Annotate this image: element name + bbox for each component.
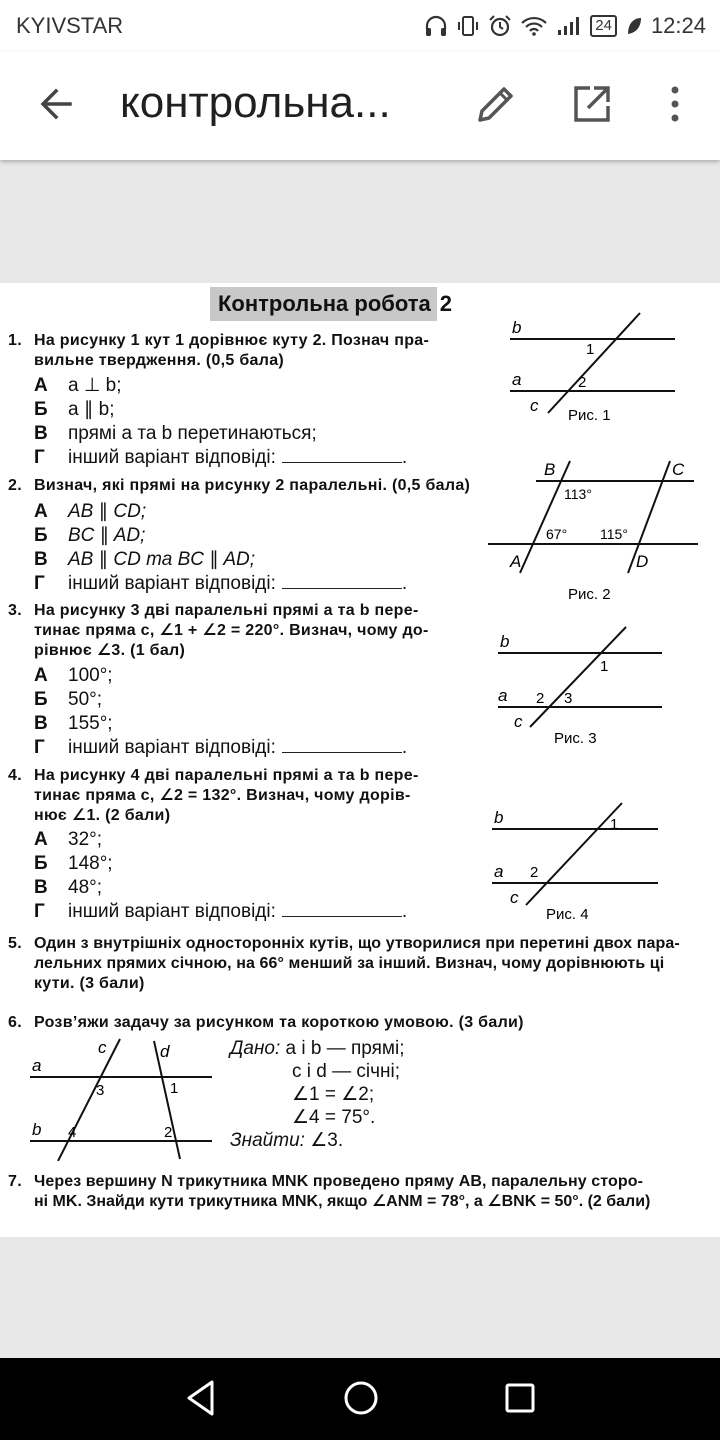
answer-blank <box>282 575 402 589</box>
leaf-icon <box>625 15 643 37</box>
status-icons <box>424 13 706 39</box>
question-2 <box>8 476 471 496</box>
answer-blank <box>282 449 402 463</box>
given-line: ∠1 = ∠2; <box>292 1084 375 1105</box>
question-number: 2. <box>8 477 22 494</box>
question-number: 1. <box>8 332 22 349</box>
angle-3: 3 <box>96 1082 105 1099</box>
answer-blank <box>282 739 402 753</box>
find-label: Знайти: <box>230 1130 305 1151</box>
question-4 <box>8 766 419 824</box>
question-6 <box>8 1013 524 1033</box>
label-c: c <box>98 1038 107 1057</box>
label-b: b <box>500 632 510 651</box>
headphones-icon <box>424 15 448 37</box>
question-7 <box>8 1172 651 1210</box>
point-A: A <box>510 552 522 571</box>
clock: 12:24 <box>650 13 706 38</box>
question-line: вильне твердження. (0,5 бала) <box>34 352 285 369</box>
figure-4 <box>490 799 670 925</box>
edit-pencil-icon[interactable] <box>474 82 518 126</box>
document-page[interactable] <box>0 283 720 1237</box>
answer-option: А 100°; <box>34 665 113 686</box>
angle-115: 115° <box>600 526 628 542</box>
label-a: a <box>498 686 508 705</box>
answer-option: Б 148°; <box>34 853 113 874</box>
question-line: ні MK. Знайди кути трикутника MNK, якщо ∠ANM = 78°, а ∠BNK = 50°. (2 бали) <box>34 1193 651 1210</box>
wifi-icon <box>520 15 548 37</box>
answer-option: А 32°; <box>34 829 103 850</box>
question-number: 3. <box>8 602 22 619</box>
answer-option: Б 50°; <box>34 689 103 710</box>
given-label: Дано: <box>230 1038 281 1059</box>
figure-caption: Рис. 1 <box>568 407 611 424</box>
point-C: C <box>672 460 685 479</box>
answer-option: Г інший варіант відповіді: . <box>34 737 408 758</box>
angle-1: 1 <box>600 658 609 675</box>
figure-1 <box>500 311 680 426</box>
answer-option: В 48°; <box>34 877 103 898</box>
question-5 <box>8 934 680 992</box>
question-number: 6. <box>8 1014 22 1031</box>
question-line: Розв’яжи задачу за рисунком та короткою умовою. (3 бали) <box>34 1014 524 1031</box>
heading-number: 2 <box>439 291 453 316</box>
question-line: лельних прямих січною, на 66° менший за інший. Визнач, чому дорівнюють ці <box>34 955 665 972</box>
label-a: a <box>494 862 504 881</box>
answer-blank <box>282 903 402 917</box>
answer-option: Г інший варіант відповіді: . <box>34 901 408 922</box>
angle-2: 2 <box>530 864 539 881</box>
status-bar <box>0 0 720 52</box>
recents-square-icon[interactable] <box>504 1378 536 1418</box>
angle-67: 67° <box>546 526 568 542</box>
given-line: c і d — січні; <box>292 1061 401 1082</box>
question-line: Через вершину N трикутника MNK проведено пряму AB, паралельну сторо- <box>34 1173 644 1190</box>
carrier-name: KYIVSTAR <box>16 13 124 38</box>
question-line: Визнач, які прямі на рисунку 2 паралельні. (0,5 бала) <box>34 477 471 494</box>
question-number: 7. <box>8 1173 22 1190</box>
angle-1: 1 <box>170 1080 179 1097</box>
answer-option: В AB ∥ CD та BC ∥ AD; <box>34 549 256 570</box>
more-options-icon[interactable] <box>660 82 690 126</box>
question-line: На рисунку 3 дві паралельні прямі a та b пере- <box>34 602 419 619</box>
find-value: ∠3. <box>310 1130 344 1151</box>
open-external-icon[interactable] <box>570 82 614 126</box>
label-a: a <box>512 370 522 389</box>
angle-2: 2 <box>536 690 545 707</box>
given-line: a і b — прямі; <box>285 1038 405 1059</box>
question-line: кути. (3 бали) <box>34 975 145 992</box>
answer-option: В прямі a та b перетинаються; <box>34 423 317 444</box>
question-number: 4. <box>8 767 22 784</box>
angle-1: 1 <box>586 341 595 358</box>
angle-2: 2 <box>164 1124 173 1141</box>
point-D: D <box>636 552 649 571</box>
figure-6 <box>28 1035 218 1161</box>
angle-113: 113° <box>564 486 592 502</box>
question-number: 5. <box>8 935 22 952</box>
signal-icon <box>556 15 582 37</box>
figure-3 <box>494 623 674 751</box>
figure-caption: Рис. 4 <box>546 906 589 923</box>
question-line: Один з внутрішніх односторонніх кутів, що утворилися при перетині двох пара- <box>34 935 680 952</box>
angle-4: 4 <box>68 1124 77 1141</box>
point-B: B <box>544 460 556 479</box>
answer-option: А AB ∥ CD; <box>34 501 147 522</box>
alarm-icon <box>488 15 512 37</box>
back-arrow-icon[interactable] <box>36 84 76 124</box>
figure-caption: Рис. 3 <box>554 730 597 747</box>
label-c: c <box>530 396 539 415</box>
label-c: c <box>514 712 523 731</box>
vibrate-icon <box>456 15 480 37</box>
answer-option: Б a ∥ b; <box>34 399 115 420</box>
label-b: b <box>32 1120 42 1139</box>
answer-option: Г інший варіант відповіді: . <box>34 447 408 468</box>
back-triangle-icon[interactable] <box>184 1378 218 1418</box>
app-bar <box>0 52 720 160</box>
angle-1: 1 <box>610 816 619 833</box>
angle-3: 3 <box>564 690 573 707</box>
question-line: На рисунку 1 кут 1 дорівнює куту 2. Познач пра- <box>34 332 430 349</box>
label-b: b <box>512 318 522 337</box>
question-1 <box>8 331 430 369</box>
question-line: рівнює ∠3. (1 бал) <box>34 642 186 659</box>
page-heading <box>210 287 452 321</box>
heading-text: Контрольна робота <box>210 287 437 321</box>
answer-option: Г інший варіант відповіді: . <box>34 573 408 594</box>
answer-option: Б BC ∥ AD; <box>34 525 146 546</box>
given-line: ∠4 = 75°. <box>292 1107 376 1128</box>
label-d: d <box>160 1042 170 1061</box>
figure-2 <box>486 455 706 603</box>
label-c: c <box>510 888 519 907</box>
question-line: тинає пряма c, ∠2 = 132°. Визнач, чому дорів- <box>34 787 411 804</box>
navigation-bar <box>0 1358 720 1440</box>
angle-2: 2 <box>578 374 587 391</box>
home-circle-icon[interactable] <box>342 1378 380 1418</box>
figure-caption: Рис. 2 <box>568 586 611 603</box>
question-3 <box>8 601 429 659</box>
label-b: b <box>494 808 504 827</box>
answer-option: В 155°; <box>34 713 113 734</box>
question-line: тинає пряма c, ∠1 + ∠2 = 220°. Визнач, чому до- <box>34 622 429 639</box>
label-a: a <box>32 1056 42 1075</box>
answer-option: А a ⊥ b; <box>34 375 122 396</box>
given-block <box>230 1037 405 1152</box>
battery-icon: 24 <box>590 15 617 37</box>
question-line: На рисунку 4 дві паралельні прямі a та b пере- <box>34 767 419 784</box>
question-line: нює ∠1. (2 бали) <box>34 807 171 824</box>
document-title: контрольна... <box>120 78 391 127</box>
